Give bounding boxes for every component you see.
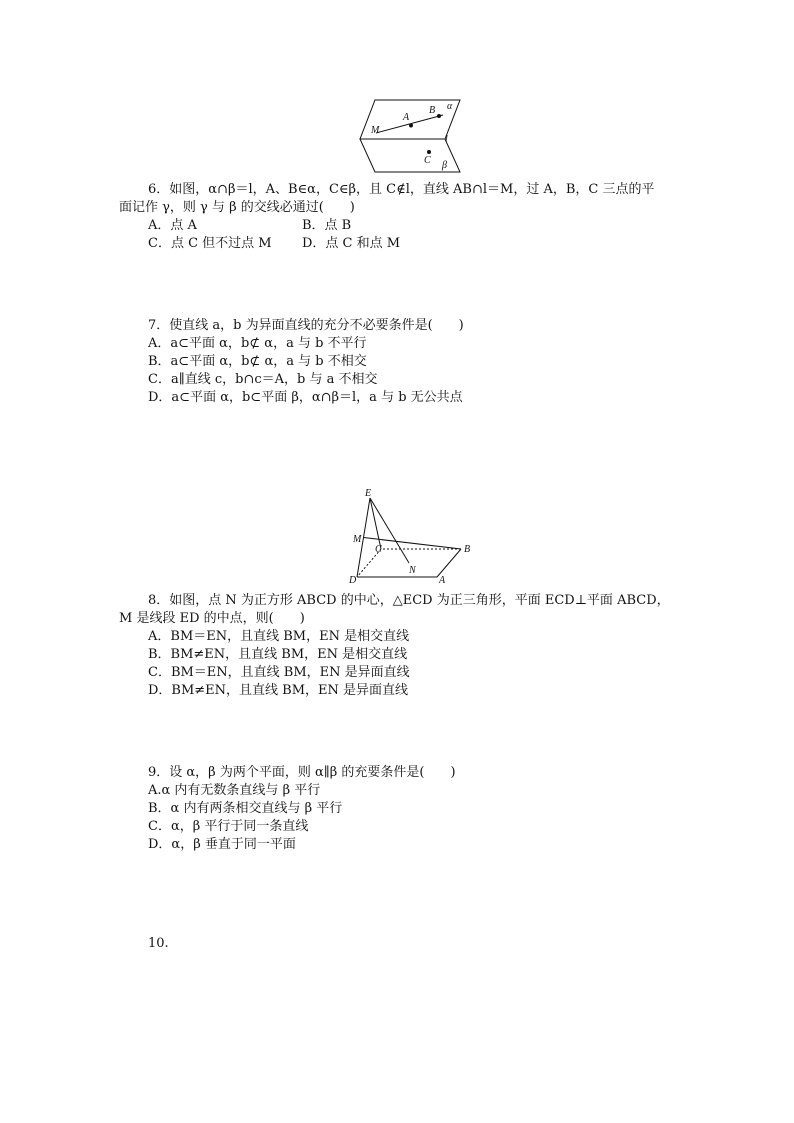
- label-c: C: [424, 155, 431, 166]
- q9-option-d: D．α，β 垂直于同一平面: [148, 837, 296, 852]
- q7-option-c: C．a∥直线 c，b∩c＝A，b 与 a 不相交: [148, 372, 378, 387]
- q8-stem-line-2: M 是线段 ED 的中点，则( ): [119, 611, 305, 626]
- q8-figure: [345, 488, 480, 586]
- q9-option-a: A.α 内有无数条直线与 β 平行: [148, 783, 321, 798]
- label-d: D: [349, 575, 357, 586]
- q6-stem-line-1: 6．如图，α∩β＝l，A、B∈α，C∈β，且 C∉l，直线 AB∩l＝M，过 A，B，C 三点的平: [148, 182, 655, 197]
- q8-option-d: D．BM≠EN，且直线 BM，EN 是异面直线: [148, 683, 409, 698]
- square-triangle-diagram: [345, 488, 480, 586]
- q8-option-b: B．BM≠EN，且直线 BM，EN 是相交直线: [148, 647, 408, 662]
- q6-stem-line-2: 面记作 γ，则 γ 与 β 的交线必通过( ): [119, 200, 355, 215]
- q9-option-c: C．α，β 平行于同一条直线: [148, 819, 309, 834]
- label-a: A: [439, 575, 446, 586]
- label-m: M: [353, 534, 362, 545]
- label-b: B: [429, 105, 436, 116]
- line-ab: [376, 115, 443, 133]
- label-b: B: [464, 544, 471, 555]
- label-e: E: [365, 488, 372, 499]
- label-beta: β: [442, 160, 447, 171]
- q7-option-a: A．a⊂平面 α，b⊄ α，a 与 b 不平行: [148, 336, 367, 351]
- edge-ab: [437, 549, 461, 577]
- q6-option-a: A．点 A: [148, 218, 197, 233]
- label-l: l: [445, 134, 448, 145]
- q6-option-c: C．点 C 但不过点 M: [148, 236, 272, 251]
- label-alpha: α: [447, 101, 453, 112]
- q7-option-b: B．a⊂平面 α，b⊄ α，a 与 b 不相交: [148, 354, 367, 369]
- label-m: M: [371, 125, 380, 136]
- point-c-dot: [427, 150, 431, 154]
- q8-stem-line-1: 8．如图，点 N 为正方形 ABCD 的中心，△ECD 为正三角形，平面 ECD⊥平面 ABCD，: [148, 593, 670, 608]
- point-b-dot: [437, 114, 441, 118]
- q7-stem: 7．使直线 a，b 为异面直线的充分不必要条件是( ): [148, 318, 464, 333]
- q10-stem: 10.: [148, 936, 169, 951]
- q8-option-c: C．BM＝EN，且直线 BM，EN 是异面直线: [148, 665, 410, 680]
- edge-ec: [370, 498, 381, 549]
- q6-figure: [350, 95, 465, 177]
- label-a: A: [403, 112, 410, 123]
- two-planes-diagram: [350, 95, 465, 177]
- q9-option-b: B．α 内有两条相交直线与 β 平行: [148, 801, 343, 816]
- q6-option-b: B．点 B: [302, 218, 352, 233]
- label-n: N: [409, 565, 416, 576]
- q9-stem: 9．设 α，β 为两个平面，则 α∥β 的充要条件是( ): [148, 765, 456, 780]
- q6-option-d: D．点 C 和点 M: [302, 236, 401, 251]
- point-a-dot: [409, 124, 413, 128]
- label-c: C: [375, 544, 382, 555]
- q7-option-d: D．a⊂平面 α，b⊂平面 β，α∩β＝l，a 与 b 无公共点: [148, 390, 463, 405]
- q8-option-a: A．BM＝EN，且直线 BM，EN 是相交直线: [148, 629, 410, 644]
